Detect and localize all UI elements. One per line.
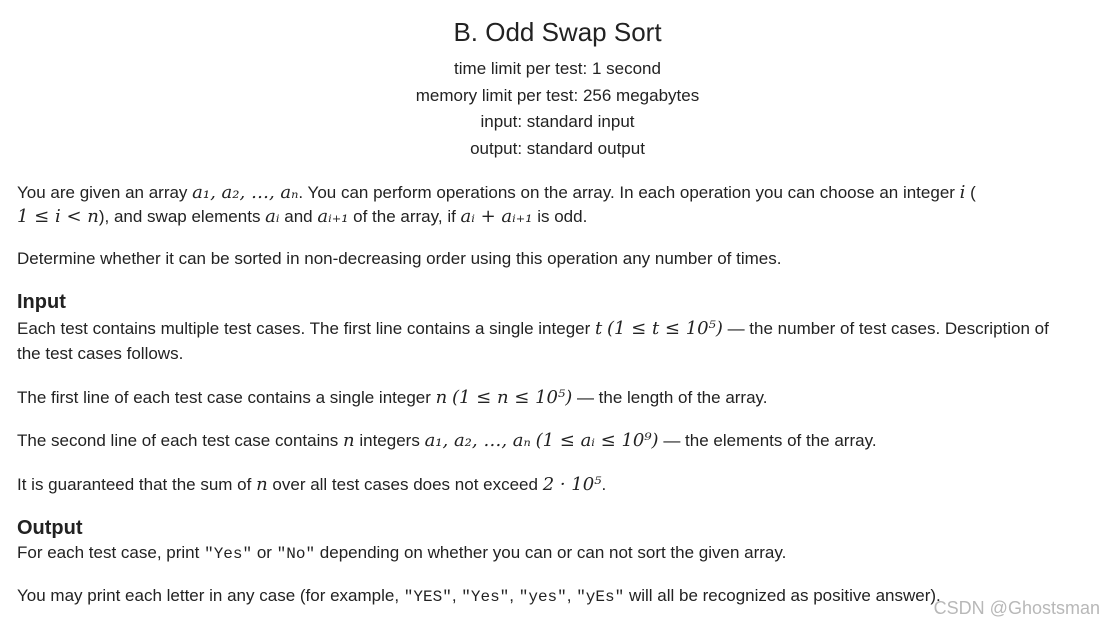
math-sum: aᵢ + aᵢ₊₁ xyxy=(460,206,533,227)
output-heading: Output xyxy=(17,517,83,539)
math-t: t xyxy=(594,318,603,339)
input-text: over all test cases does not exceed xyxy=(267,475,543,494)
input-paragraph-4 xyxy=(17,473,1099,497)
input-paragraph-2 xyxy=(17,386,1099,410)
input-paragraph-1 xyxy=(17,317,1099,341)
input-text: — the elements of the array. xyxy=(658,431,877,450)
input-text: integers xyxy=(354,431,425,450)
input-text: It is guaranteed that the sum of xyxy=(17,475,257,494)
output-text: You may print each letter in any case (for example, xyxy=(17,586,404,605)
problem-header xyxy=(0,16,1115,162)
math-sum-limit: 2 · 10⁵ xyxy=(542,474,602,495)
output-text: , xyxy=(451,586,462,605)
statement-text: of the array, if xyxy=(348,207,461,226)
statement-paragraph-2: Determine whether it can be sorted in non-decreasing order using this operation any number of times. xyxy=(17,249,782,268)
statement-text: . You can perform operations on the array. In each operation you can choose an integer xyxy=(298,183,960,202)
math-ai-range: (1 ≤ aᵢ ≤ 10⁹) xyxy=(535,430,659,451)
output-text: , xyxy=(566,586,577,605)
code-yes-lower: "yes" xyxy=(518,588,567,606)
code-yes: "Yes" xyxy=(204,545,253,563)
output-text: will all be recognized as positive answer). xyxy=(624,586,941,605)
input-file: input: standard input xyxy=(480,112,635,131)
output-file: output: standard output xyxy=(470,138,645,158)
math-n: n xyxy=(343,430,355,451)
output-text: or xyxy=(252,543,277,562)
statement-text: You are given an array xyxy=(17,183,193,202)
input-paragraph-3 xyxy=(17,429,1099,453)
output-paragraph-1 xyxy=(17,541,1099,566)
code-yes-title: "Yes" xyxy=(461,588,510,606)
math-array: a₁, a₂, …, aₙ xyxy=(424,430,531,451)
input-text: . xyxy=(601,475,607,494)
code-yes-mixed: "yEs" xyxy=(576,588,625,606)
statement-text: is odd. xyxy=(532,207,588,226)
math-t-range: (1 ≤ t ≤ 10⁵) xyxy=(606,318,723,339)
output-text: For each test case, print xyxy=(17,543,205,562)
math-ai1: aᵢ₊₁ xyxy=(317,206,349,227)
csdn-watermark: CSDN @Ghostsman xyxy=(933,598,1100,618)
input-text: Each test contains multiple test cases. The first line contains a single integer xyxy=(17,319,595,338)
math-ai: aᵢ xyxy=(265,206,280,227)
output-text: , xyxy=(509,586,519,605)
math-i: i xyxy=(959,182,966,203)
output-text: depending on whether you can or can not sort the given array. xyxy=(315,543,787,562)
statement-paragraph-1-line-2 xyxy=(17,205,1099,229)
code-no: "No" xyxy=(276,545,316,563)
input-text: — the number of test cases. Description of xyxy=(722,319,1049,338)
math-array: a₁, a₂, …, aₙ xyxy=(192,182,299,203)
math-n: n xyxy=(256,474,268,495)
statement-text: ), and swap elements xyxy=(98,207,266,226)
memory-limit: memory limit per test: 256 megabytes xyxy=(415,85,700,105)
math-n-range: (1 ≤ n ≤ 10⁵) xyxy=(451,387,573,408)
input-text: — the length of the array. xyxy=(572,388,768,407)
code-yes-upper: "YES" xyxy=(403,588,452,606)
input-text: The second line of each test case contains xyxy=(17,431,344,450)
input-heading: Input xyxy=(17,291,66,313)
problem-title: B. Odd Swap Sort xyxy=(453,17,662,47)
math-i-range: 1 ≤ i < n xyxy=(17,206,99,227)
math-n: n xyxy=(435,387,448,408)
time-limit: time limit per test: 1 second xyxy=(454,59,661,78)
statement-text: and xyxy=(279,207,318,226)
input-text: The first line of each test case contains a single integer xyxy=(17,388,436,407)
statement-text: ( xyxy=(965,183,976,202)
input-paragraph-1-line-2: the test cases follows. xyxy=(17,344,184,363)
statement-paragraph-1 xyxy=(17,181,1099,205)
